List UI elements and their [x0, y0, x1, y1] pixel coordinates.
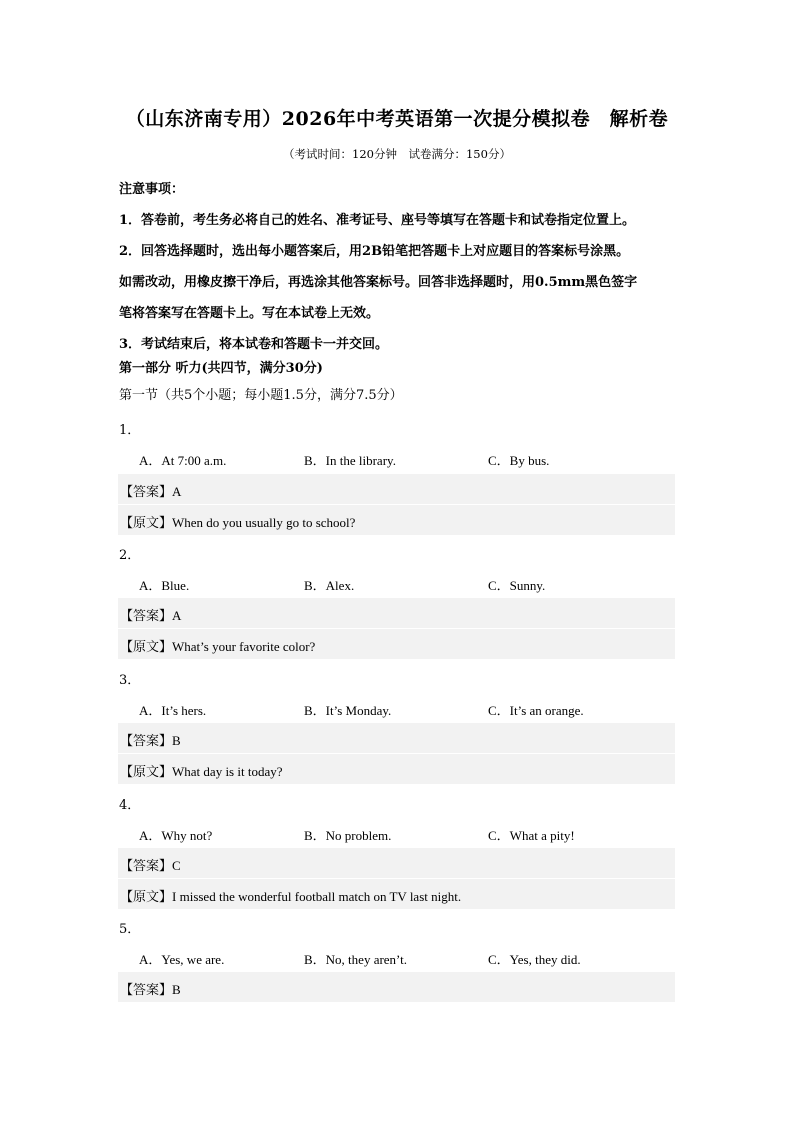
option-a: A．Yes, we are.	[139, 952, 225, 967]
option-b: B．No, they aren’t.	[304, 952, 408, 967]
option-a: A．Why not?	[139, 828, 213, 843]
option-a: A．At 7:00 a.m.	[139, 453, 227, 468]
section1-heading: 第一节（共5个小题；每小题1.5分，满分7.5分）	[119, 388, 403, 403]
answer-label: 【答案】	[120, 983, 173, 998]
answer-label: 【答案】	[120, 609, 173, 624]
script-label: 【原文】	[120, 765, 173, 780]
script-text: What day is it today?	[172, 764, 283, 779]
option-b: B．No problem.	[304, 828, 392, 843]
script-row	[118, 505, 675, 535]
option-c: C．Sunny.	[488, 578, 546, 593]
script-row	[118, 629, 675, 659]
option-a: A．It’s hers.	[139, 703, 207, 718]
notice-item-2-line-1: 2．回答选择题时，选出每小题答案后，用2B铅笔把答题卡上对应题目的答案标号涂黑。	[119, 244, 630, 259]
notice-item-1: 1．答卷前，考生务必将自己的姓名、准考证号、座号等填写在答题卡和试卷指定位置上。	[119, 213, 636, 228]
answer-label: 【答案】	[120, 859, 173, 874]
option-b: B．It’s Monday.	[304, 703, 392, 718]
question-number: 4．	[119, 798, 141, 813]
script-label: 【原文】	[120, 640, 173, 655]
option-b: B．In the library.	[304, 453, 396, 468]
option-c: C．It’s an orange.	[488, 703, 584, 718]
notice-item-3: 3．考试结束后，将本试卷和答题卡一并交回。	[119, 337, 389, 352]
script-text: I missed the wonderful football match on TV last night.	[172, 889, 462, 904]
question-number: 2．	[119, 548, 141, 563]
page-subtitle: （考试时间：120分钟 试卷满分：150分）	[283, 147, 511, 161]
script-label: 【原文】	[120, 890, 173, 905]
answer-row	[118, 598, 675, 628]
question-number: 3．	[119, 673, 141, 688]
answer-value: A	[172, 608, 182, 623]
script-label: 【原文】	[120, 516, 173, 531]
notice-item-2-line-3: 笔将答案写在答题卡上。写在本试卷上无效。	[119, 306, 380, 321]
option-c: C．By bus.	[488, 453, 550, 468]
answer-label: 【答案】	[120, 734, 173, 749]
part1-heading: 第一部分 听力(共四节，满分30分)	[119, 361, 323, 376]
answer-value: A	[172, 484, 182, 499]
option-c: C．What a pity!	[488, 828, 575, 843]
answer-value: C	[172, 858, 181, 873]
script-row	[118, 879, 675, 909]
answer-row	[118, 723, 675, 753]
question-number: 5．	[119, 922, 141, 937]
script-text: What’s your favorite color?	[172, 639, 316, 654]
answer-value: B	[172, 982, 181, 997]
script-text: When do you usually go to school?	[172, 515, 356, 530]
option-a: A．Blue.	[139, 578, 190, 593]
option-b: B．Alex.	[304, 578, 355, 593]
notice-item-2-line-2: 如需改动，用橡皮擦干净后，再选涂其他答案标号。回答非选择题时，用0.5mm黑色签字	[119, 275, 638, 290]
notice-heading: 注意事项：	[119, 182, 185, 197]
page-title: （山东济南专用）2026年中考英语第一次提分模拟卷 解析卷	[125, 108, 669, 130]
answer-label: 【答案】	[120, 485, 173, 500]
answer-row	[118, 474, 675, 504]
script-row	[118, 754, 675, 784]
answer-value: B	[172, 733, 181, 748]
answer-row	[118, 848, 675, 878]
answer-row	[118, 972, 675, 1002]
option-c: C．Yes, they did.	[488, 952, 581, 967]
question-number: 1．	[119, 423, 141, 438]
